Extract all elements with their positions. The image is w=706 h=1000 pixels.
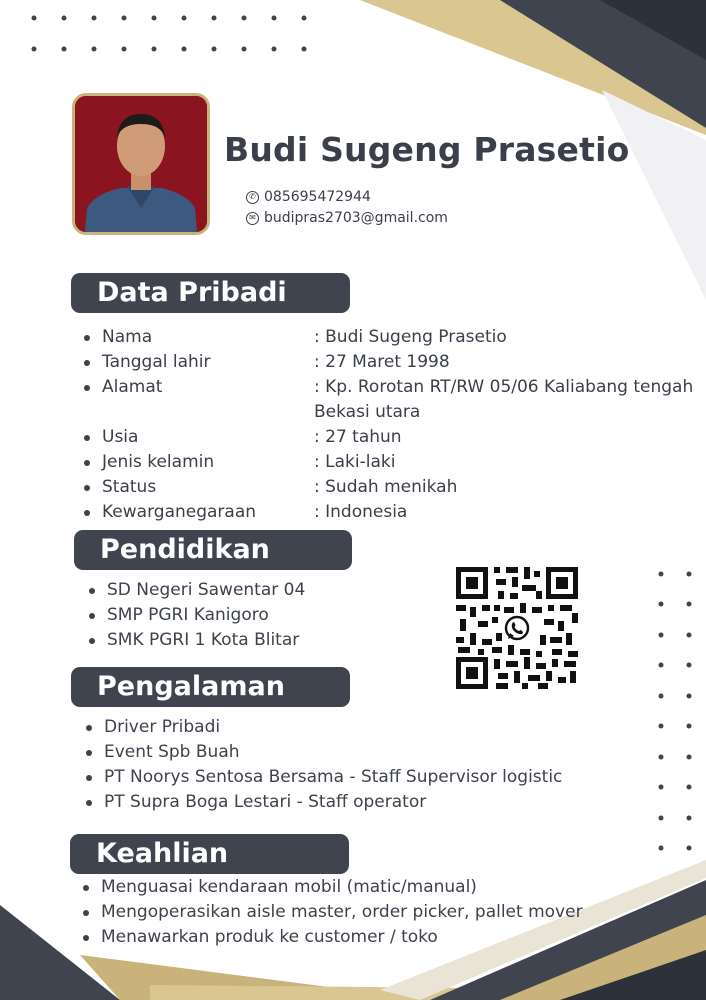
section-header-keahlian: Keahlian bbox=[70, 834, 349, 874]
list-item: Menguasai kendaraan mobil (matic/manual) bbox=[80, 875, 583, 900]
section-header-data-pribadi: Data Pribadi bbox=[71, 273, 350, 313]
email-address: budipras2703@gmail.com bbox=[264, 210, 448, 226]
personal-data-row bbox=[81, 450, 696, 475]
list-item: SMP PGRI Kanigoro bbox=[86, 603, 305, 628]
dot-grid-right bbox=[652, 565, 702, 865]
row-label: Status bbox=[102, 477, 157, 497]
whatsapp-qr-code bbox=[456, 567, 578, 689]
whatsapp-icon bbox=[503, 614, 531, 642]
email-icon: ✉ bbox=[246, 212, 259, 225]
list-item: Event Spb Buah bbox=[83, 740, 562, 765]
dot-grid-top-left bbox=[20, 8, 320, 58]
row-value: : Kp. Rorotan RT/RW 05/06 Kaliabang tengah Bekasi utara bbox=[314, 377, 694, 422]
row-label: Usia bbox=[102, 427, 139, 447]
section-header-pendidikan: Pendidikan bbox=[74, 530, 352, 570]
experience-list bbox=[83, 715, 562, 815]
email-contact bbox=[246, 210, 448, 226]
row-value: : Sudah menikah bbox=[314, 477, 458, 497]
list-item: PT Supra Boga Lestari - Staff operator bbox=[83, 790, 562, 815]
full-name: Budi Sugeng Prasetio bbox=[224, 130, 630, 169]
phone-icon: ✆ bbox=[246, 191, 259, 204]
row-label: Tanggal lahir bbox=[102, 352, 211, 372]
personal-data-row bbox=[81, 500, 696, 525]
row-label: Alamat bbox=[102, 377, 163, 397]
education-list bbox=[86, 578, 305, 653]
row-value: : 27 Maret 1998 bbox=[314, 352, 450, 372]
list-item: Mengoperasikan aisle master, order picker, pallet mover bbox=[80, 900, 583, 925]
list-item: Menawarkan produk ke customer / toko bbox=[80, 925, 583, 950]
profile-photo bbox=[72, 93, 210, 235]
personal-data-list bbox=[81, 325, 696, 525]
list-item: SD Negeri Sawentar 04 bbox=[86, 578, 305, 603]
list-item: PT Noorys Sentosa Bersama - Staff Supervisor logistic bbox=[83, 765, 562, 790]
skills-list bbox=[80, 875, 583, 950]
list-item: SMK PGRI 1 Kota Blitar bbox=[86, 628, 305, 653]
section-header-pengalaman: Pengalaman bbox=[71, 667, 350, 707]
phone-number: 085695472944 bbox=[264, 189, 371, 205]
personal-data-row bbox=[81, 325, 696, 350]
row-label: Jenis kelamin bbox=[102, 452, 215, 472]
list-item: Driver Pribadi bbox=[83, 715, 562, 740]
row-value: : 27 tahun bbox=[314, 427, 402, 447]
person-silhouette bbox=[75, 96, 207, 232]
row-label: Nama bbox=[102, 327, 153, 347]
personal-data-row bbox=[81, 425, 696, 450]
row-value: : Indonesia bbox=[314, 502, 408, 522]
phone-contact bbox=[246, 189, 371, 205]
personal-data-row bbox=[81, 475, 696, 500]
personal-data-row bbox=[81, 375, 696, 425]
row-label: Kewarganegaraan bbox=[102, 502, 257, 522]
personal-data-row bbox=[81, 350, 696, 375]
row-value: : Budi Sugeng Prasetio bbox=[314, 327, 507, 347]
row-value: : Laki-laki bbox=[314, 452, 396, 472]
